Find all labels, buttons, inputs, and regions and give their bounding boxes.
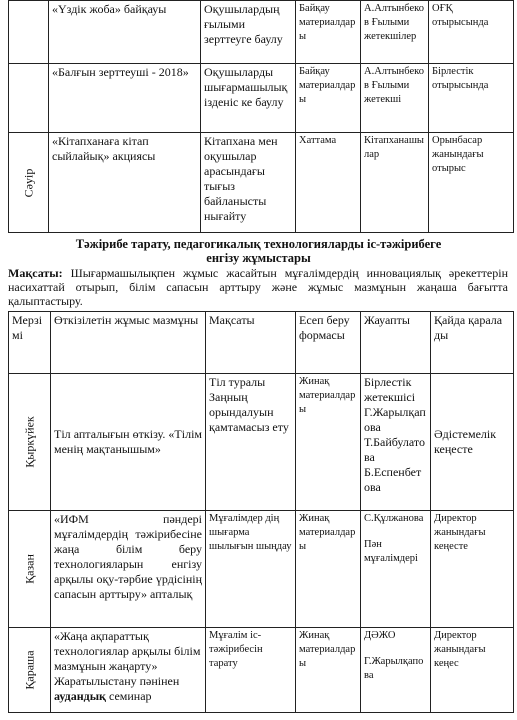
header-review: Қайда қарала ды bbox=[431, 312, 514, 374]
goal-cell: Тіл туралы Заңның орындалуын қамтамасыз ету bbox=[206, 374, 296, 511]
goal-cell: Мұғалім іс-тәжірибесін тарату bbox=[206, 628, 296, 713]
responsible-cell: А.Алтынбеков Ғылыми жетекші bbox=[361, 64, 429, 133]
period-cell bbox=[9, 374, 51, 511]
aim-paragraph bbox=[8, 266, 508, 308]
period-label: Қыркүйек bbox=[22, 416, 36, 468]
responsible-line: ДӘЖО bbox=[364, 630, 396, 641]
header-event: Өткізілетін жұмыс мазмұны bbox=[51, 312, 206, 374]
responsible-cell: Кітапханашылар bbox=[361, 133, 429, 233]
period-cell bbox=[9, 1, 49, 64]
goal-cell: Кітапхана мен оқушылар арасындағы тығыз байланысты нығайту bbox=[201, 133, 296, 233]
responsible-cell: А.Алтынбеков Ғылыми жетекшілер bbox=[361, 1, 429, 64]
report-cell: Жинақ материалдары bbox=[296, 374, 361, 511]
report-cell: Жинақ материалдары bbox=[296, 511, 361, 628]
event-cell: «Балғын зерттеуші - 2018» bbox=[49, 64, 201, 133]
review-cell: Директор жанындағы кеңес bbox=[431, 628, 514, 713]
heading-line-1: Тәжірибе тарату, педагогикалық технологияларды іс-тәжірибеге bbox=[75, 237, 442, 251]
responsible-cell bbox=[361, 511, 431, 628]
responsible-line: Г.Жарылқапова bbox=[364, 656, 424, 681]
event-cell: «ИФМ пәндері мұғалімдердің тәжірибесіне жаңа білім беру технологияларын енгізу арқылы оқу-тәрбие үрдісінің сапасын арттыру» апталық bbox=[51, 511, 206, 628]
review-cell: ОҒҚ отырысында bbox=[429, 1, 514, 64]
section-heading bbox=[0, 237, 517, 265]
responsible-line: Пән мұғалімдері bbox=[364, 539, 418, 564]
aim-label: Мақсаты: bbox=[8, 266, 63, 280]
event-bold: аудандық bbox=[54, 689, 106, 703]
header-period: Мерзімі bbox=[9, 312, 51, 374]
period-label: Сәуір bbox=[21, 168, 35, 197]
header-responsible: Жауапты bbox=[361, 312, 431, 374]
responsible-line: С.Құлжанова bbox=[364, 513, 424, 524]
period-cell bbox=[9, 133, 49, 233]
responsible-cell: Бірлестік жетекшісі Г.Жарылқапова Т.Байбулатова Б.Еспенбетова bbox=[361, 374, 431, 511]
review-cell: Директор жанындағы кеңесте bbox=[431, 511, 514, 628]
aim-text: Шығармашылықпен жұмыс жасайтын мұғалімдердің инновациялық әрекеттерін насихаттай отырып, білім сапасын арттыру және жұмыс мазмұнын жаңаша бағытта қалыптастыру. bbox=[8, 266, 508, 308]
review-cell: Бірлестік отырысында bbox=[429, 64, 514, 133]
table-row bbox=[9, 133, 514, 233]
table-row bbox=[9, 511, 514, 628]
table-row bbox=[9, 374, 514, 511]
event-text: Жаратылыстану пәнінен bbox=[54, 674, 180, 688]
heading-line-2: енгізу жұмыстары bbox=[206, 251, 311, 265]
event-cell bbox=[51, 628, 206, 713]
period-cell bbox=[9, 64, 49, 133]
event-text: «Жаңа ақпараттық технологиялар арқылы білім мазмұнын жаңарту» bbox=[54, 629, 201, 673]
header-report: Есеп беру формасы bbox=[296, 312, 361, 374]
event-cell: «Кітапханаға кітап сыйлайық» акциясы bbox=[49, 133, 201, 233]
activities-table-bottom bbox=[8, 311, 514, 713]
report-cell: Байқау материалдары bbox=[296, 1, 361, 64]
table-row bbox=[9, 64, 514, 133]
table-row bbox=[9, 628, 514, 713]
header-row bbox=[9, 312, 514, 374]
event-cell: «Үздік жоба» байқауы bbox=[49, 1, 201, 64]
report-cell: Жинақ материалдары bbox=[296, 628, 361, 713]
period-cell bbox=[9, 628, 51, 713]
event-cell: Тіл апталығын өткізу. «Тілім менің мақтанышым» bbox=[51, 374, 206, 511]
report-cell: Хаттама bbox=[296, 133, 361, 233]
responsible-cell bbox=[361, 628, 431, 713]
period-label: Қазан bbox=[22, 554, 36, 584]
review-cell: Орынбасар жанындағы отырыс bbox=[429, 133, 514, 233]
goal-cell: Мұғалімдер дің шығарма шылығын шыңдау bbox=[206, 511, 296, 628]
goal-cell: Оқушылардың ғылыми зерттеуге баулу bbox=[201, 1, 296, 64]
review-cell: Әдістемелік кеңесте bbox=[431, 374, 514, 511]
event-text: семинар bbox=[105, 689, 152, 703]
goal-cell: Оқушыларды шығармашылық ізденіс ке баулу bbox=[201, 64, 296, 133]
activities-table-top bbox=[8, 0, 514, 233]
period-cell bbox=[9, 511, 51, 628]
period-label: Қараша bbox=[22, 650, 36, 690]
table-row bbox=[9, 1, 514, 64]
report-cell: Байқау материалдары bbox=[296, 64, 361, 133]
header-goal: Мақсаты bbox=[206, 312, 296, 374]
